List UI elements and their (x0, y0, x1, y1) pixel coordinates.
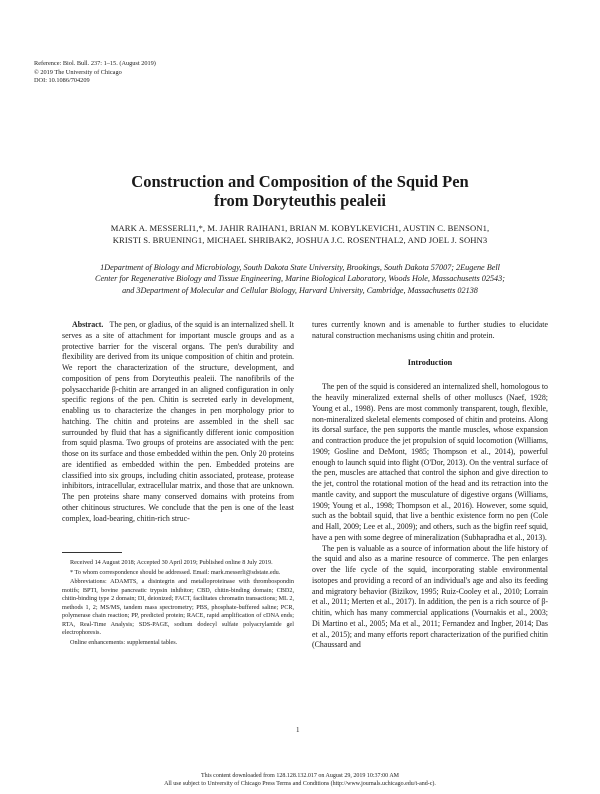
reference-block (34, 60, 156, 86)
copyright: © 2019 The University of Chicago (34, 68, 122, 76)
received-note: Received 14 August 2018; Accepted 30 April 2019; Published online 8 July 2019. (70, 559, 273, 566)
footer-line-2: All use subject to University of Chicago Press Terms and Conditions (http://www.journals.uchicago.edu/t-and-c). (164, 781, 436, 787)
paper-title (0, 172, 600, 210)
title-line-2: from Doryteuthis pealeii (213, 191, 386, 210)
doi: DOI: 10.1086/704209 (34, 77, 90, 84)
abbreviations-note: Abbreviations: ADAMTS, a disintegrin and metalloproteinase with thrombospondin motifs; BPTI, bovine pancreatic trypsin inhibitor; CBD, chitin-binding domain; CBD2, chitin-binding type 2 domain; DI, deionized; FACT, facilitates chromatin transactions; ML 2, methods 1, 2; MS/MS, tandem mass spectrometry; PBS, phosphate-buffered saline; PCR, polymerase chain reaction; PP, predicted protein; RACE, rapid amplification of cDNA ends; RTA, Real-Time Analysis; SDS-PAGE, sodium dodecyl sulfate polyacrylamide gel electrophoresis. (62, 578, 294, 636)
affiliations (40, 262, 560, 296)
right-column (312, 320, 548, 651)
page-number: 1 (296, 726, 300, 734)
authors-line-2: KRISTI S. BRUENING1, MICHAEL SHRIBAK2, JOSHUA J.C. ROSENTHAL2, AND JOEL J. SOHN3 (112, 235, 488, 245)
intro-paragraph-2: The pen is valuable as a source of information about the life history of the squid and also as a marine resource of commerce. The pen enlarges over the life cycle of the squid, incorporating stable environmental isotopes and providing a record of an individual's age and also its feeding and migratory behavior (Bizikov, 1995; Ruiz-Cooley et al., 2010; Lorrain et al., 2011; Merten et al., 2017). In addition, the pen is a rich source of β-chitin, which has many commercial applications (Vournakis et al., 2003; Di Martino et al., 2005; Ma et al., 2011; Fernandez and Ingber, 2014; Das et al., 2015); and many efforts report characterization of the purified chitin (Chaussard and (312, 543, 548, 650)
footnote-rule (62, 552, 122, 553)
footnotes (62, 559, 294, 648)
authors-line-1: MARK A. MESSERLI1,*, M. JAHIR RAIHAN1, BRIAN M. KOBYLKEVICH1, AUSTIN C. BENSON1, (110, 223, 490, 233)
title-line-1: Construction and Composition of the Squid Pen (131, 172, 469, 191)
footer-line-1: This content downloaded from 128.128.132.017 on August 29, 2019 10:37:00 AM (201, 773, 399, 779)
abstract-label: Abstract. (72, 320, 104, 329)
online-enhancements-note: Online enhancements: supplemental tables. (70, 638, 178, 646)
introduction-heading: Introduction (407, 357, 453, 367)
affiliation-line-3: and 3Department of Molecular and Cellular Biology, Harvard University, Cambridge, Massachusetts 02138 (122, 285, 478, 295)
intro-paragraph-1: The pen of the squid is considered an internalized shell, homologous to the heavily mineralized external shells of other molluscs (Naef, 1928; Young et al., 1998). Pens are most commonly transparent, tough, flexible, non-mineralized skeletal elements composed of chitin and proteins. Along its dorsal surface, the pen supports the mantle muscles, whose expansion and contraction produce the jet propulsion of squid locomotion (Williams, 1909; Gosline and DeMont, 1985; Thompson et al., 2014), powerful enough to launch squid into flight (O'Dor, 2013). On the ventral surface of the pen, muscles are attached that control the siphon and give direction to the jet, control the rotational motion of the head and its retraction into the mantle cavity, and support the musculature of digestive organs (Williams, 1909; Young et al., 1998; Thompson et al., 2016). However, some squid, such as the bobtail squid, that live a benthic existence form no pen (Cole and Hall, 2009; Lee et al., 2009); and others, such as the bigfin reef squid, have a pen with some degree of mineralization (Subhapradha et al., 2013). (312, 382, 548, 542)
abstract-continued: tures currently known and is amenable to further studies to elucidate natural construction mechanisms using chitin and protein. (312, 320, 548, 340)
abstract-text: The pen, or gladius, of the squid is an internalized shell. It serves as a site of attachment for important muscle groups and as a protective barrier for the visceral organs. The pen's durability and flexibility are derived from its unique composition of chitin and protein. We report the characterization of the structure, development, and composition of pens from Doryteuthis pealeii. The nanofibrils of the polysaccharide β-chitin are arranged in an aligned configuration in only specific regions of the pen. Chitin is secreted early in development, enabling us to characterize the changes in pen morphology prior to hatching. The chitin and proteins are assembled in the shell sac surrounded by fluid that has a significantly different ionic composition from squid plasma. Two groups of proteins are associated with the pen: those on its surface and those embedded within the pen. Only 20 proteins are identified as embedded within the pen. Embedded proteins are classified into six groups, including chitin associated, protease, protease inhibitors, intracellular, extracellular matrix, and those that are unknown. The pen proteins share many conserved domains with proteins from other chitinous structures. We conclude that the pen is one of the least complex, load-bearing, chitin-rich struc- (62, 320, 294, 523)
abstract (62, 320, 294, 524)
affiliation-line-1: 1Department of Biology and Microbiology, South Dakota State University, Brookings, South Dakota 57007; 2Eugene Bell (100, 263, 500, 272)
author-list (40, 222, 560, 246)
left-column (62, 320, 294, 524)
reference-citation: Reference: Biol. Bull. 237: 1–15. (August 2019) (34, 60, 156, 67)
correspondence-note: * To whom correspondence should be addressed. Email: mark.messerli@sdstate.edu. (70, 568, 281, 576)
affiliation-line-2: Center for Regenerative Biology and Tissue Engineering, Marine Biological Laboratory, Woods Hole, Massachusetts 02543; (95, 274, 505, 284)
download-footer (0, 772, 600, 788)
